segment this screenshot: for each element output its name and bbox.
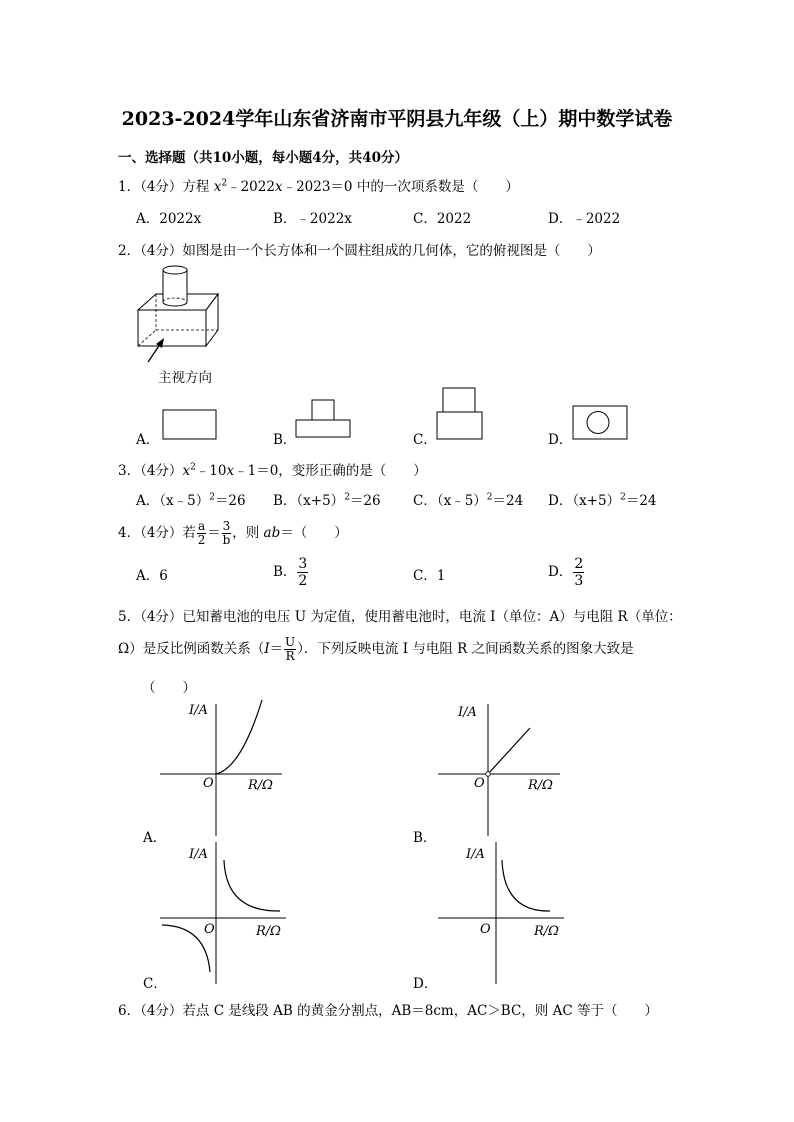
q5-option-a[interactable]: A． bbox=[143, 830, 167, 846]
question-4-stem: 4．（4分）若 $\frac{a}{2}$ ＝ $\frac{3}{b}$ ，则 ab＝（ ） bbox=[118, 519, 348, 547]
question-5-line-2: Ω）是反比例函数关系（I＝ $\frac{U}{R}$ ）．下列反映电流 I 与电阻 R 之间函数关系的图象大致是 bbox=[118, 635, 634, 663]
question-2-stem: 2．（4分）如图是由一个长方体和一个圆柱组成的几何体，它的俯视图是（ ） bbox=[118, 243, 601, 259]
graph-a-xlabel: R/Ω bbox=[248, 778, 273, 793]
graph-c bbox=[156, 838, 291, 986]
q3-option-b[interactable]: B．$(x+5)^2=26$ bbox=[273, 492, 381, 509]
graph-b-ylabel: I/A bbox=[458, 705, 477, 720]
q2-option-d-label[interactable]: D． bbox=[548, 432, 573, 448]
solid-figure bbox=[132, 262, 227, 372]
graph-b-xlabel: R/Ω bbox=[528, 778, 553, 793]
graph-d bbox=[434, 838, 569, 986]
graph-c-origin: O bbox=[204, 922, 215, 937]
graph-b-origin: O bbox=[474, 776, 485, 791]
q3-option-d[interactable]: D．$(x+5)^2=24$ bbox=[548, 492, 657, 509]
fraction-a-over-2: $\frac{a}{2}$ bbox=[197, 519, 206, 547]
graph-d-origin: O bbox=[480, 922, 491, 937]
question-3-stem: 3．（4分）$x^2﹣10x﹣1=0$，变形正确的是（ ） bbox=[118, 462, 427, 479]
q4-option-d[interactable]: D． $\frac{2}{3}$ bbox=[548, 556, 584, 589]
q5-option-d[interactable]: D． bbox=[413, 976, 438, 992]
q2-option-b-figure bbox=[294, 398, 352, 440]
fraction-3-over-b: $\frac{3}{b}$ bbox=[222, 519, 231, 547]
q5-option-b[interactable]: B． bbox=[413, 830, 437, 846]
q2-option-c-figure bbox=[435, 386, 485, 442]
q2-option-a-figure bbox=[162, 408, 218, 442]
graph-a bbox=[156, 698, 286, 838]
q1-option-d[interactable]: D．﹣2022 bbox=[548, 211, 621, 227]
q4-option-a[interactable]: A．6 bbox=[136, 568, 168, 584]
graph-d-xlabel: R/Ω bbox=[534, 924, 559, 939]
graph-c-ylabel: I/A bbox=[189, 847, 208, 862]
q4-option-b[interactable]: B． $\frac{3}{2}$ bbox=[273, 556, 308, 589]
section-heading: 一、选择题（共10小题，每小题4分，共40分） bbox=[118, 150, 408, 166]
graph-c-xlabel: R/Ω bbox=[256, 924, 281, 939]
q3-option-c[interactable]: C．（x﹣5）$^2$＝24 bbox=[413, 492, 524, 509]
q5-option-c[interactable]: C． bbox=[143, 976, 167, 992]
question-5-line-3: （ ） bbox=[142, 680, 196, 696]
graph-a-origin: O bbox=[203, 776, 214, 791]
graph-a-ylabel: I/A bbox=[189, 703, 208, 718]
question-6-stem: 6．（4分）若点 C 是线段 AB 的黄金分割点，AB＝8cm，AC＞BC，则 AC 等于（ ） bbox=[118, 1003, 658, 1019]
q1-option-a[interactable]: A．2022x bbox=[136, 211, 202, 227]
q1-option-b[interactable]: B．﹣2022x bbox=[273, 211, 352, 227]
graph-b bbox=[434, 698, 564, 838]
fraction-u-over-r: $\frac{U}{R}$ bbox=[285, 635, 296, 663]
q2-option-c-label[interactable]: C． bbox=[413, 432, 437, 448]
q2-option-b-label[interactable]: B． bbox=[273, 432, 297, 448]
view-direction-label: 主视方向 bbox=[158, 370, 212, 386]
q2-option-a-label[interactable]: A． bbox=[136, 432, 160, 448]
q4-option-c[interactable]: C．1 bbox=[413, 568, 446, 584]
q1-option-c[interactable]: C．2022 bbox=[413, 211, 472, 227]
question-5-line-1: 5．（4分）已知蓄电池的电压 U 为定值，使用蓄电池时，电流 I（单位：A）与电阻 R（单位： bbox=[118, 609, 682, 625]
graph-d-ylabel: I/A bbox=[466, 847, 485, 862]
page-title: 2023-2024学年山东省济南市平阴县九年级（上）期中数学试卷 bbox=[121, 108, 673, 130]
q3-option-a[interactable]: A．（x﹣5）$^2$＝26 bbox=[136, 492, 246, 509]
q2-option-d-figure bbox=[571, 404, 629, 442]
question-1-stem: 1．（4分）方程 $x^2﹣2022x﹣2023=0$ 中的一次项系数是（ ） bbox=[118, 178, 519, 195]
